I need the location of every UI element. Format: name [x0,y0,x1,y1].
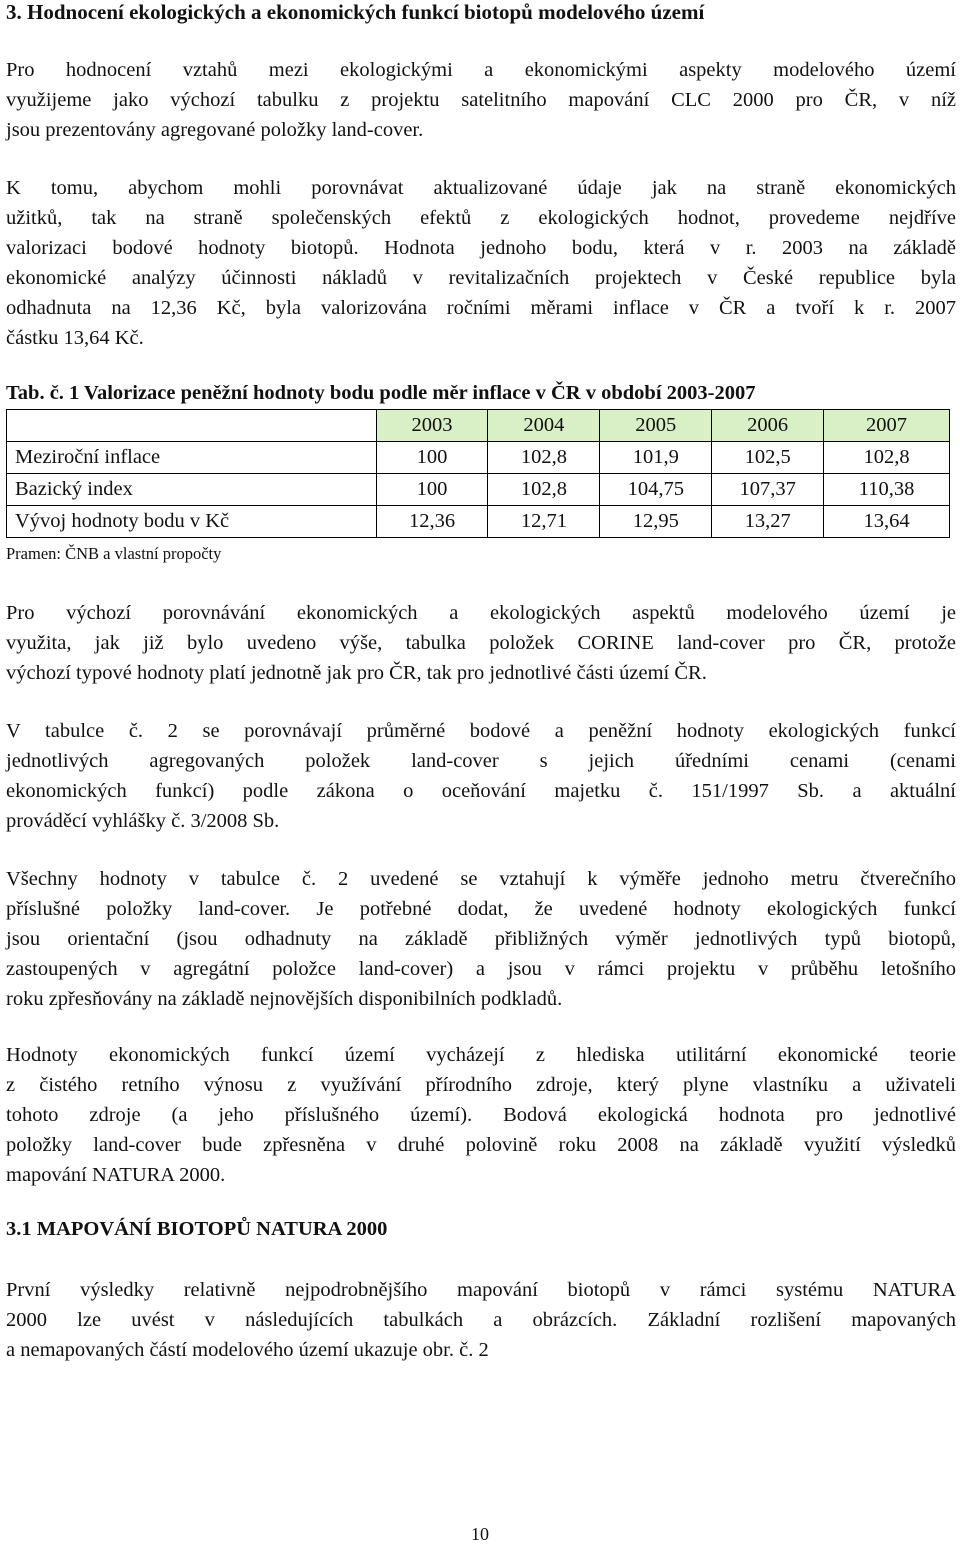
section-heading: 3. Hodnocení ekologických a ekonomických funkcí biotopů modelového území [6,0,705,24]
table-cell: 100 [376,442,488,474]
paragraph-line: využijeme jako výchozí tabulku z projektu satelitního mapování CLC 2000 pro ČR, v níž [6,89,956,111]
paragraph-line: tohoto zdroje (a jeho příslušného území). Bodová ekologická hodnota pro jednotlivé [6,1104,956,1126]
table-caption: Tab. č. 1 Valorizace peněžní hodnoty bodu podle měr inflace v ČR v období 2003-2007 [6,382,756,404]
paragraph-table2 [6,716,956,836]
paragraph-line: prováděcí vyhlášky č. 3/2008 Sb. [6,810,280,832]
table-cell: 12,95 [600,506,712,538]
table-cell: 102,5 [712,442,824,474]
paragraph-baseline [6,598,956,688]
subsection-heading: 3.1 MAPOVÁNÍ BIOTOPŮ NATURA 2000 [6,1218,388,1240]
paragraph-intro [6,55,956,145]
paragraph-line: 2000 lze uvést v následujících tabulkách a obrázcích. Základní rozlišení mapovaných [6,1309,956,1331]
table-row [7,442,950,474]
table-cell: 102,8 [488,442,600,474]
table-cell: 104,75 [600,474,712,506]
paragraph-line: Všechny hodnoty v tabulce č. 2 uvedené se vztahují k výměře jednoho metru čtverečního [6,868,956,890]
table-cell: 12,36 [376,506,488,538]
paragraph-line: příslušné položky land-cover. Je potřebné dodat, že uvedené hodnoty ekologických funkcí [6,898,956,920]
paragraph-line: užitků, tak na straně společenských efektů z ekologických hodnot, provedeme nejdříve [6,207,956,229]
paragraph-line: jsou prezentovány agregované položky land-cover. [6,119,424,141]
paragraph-line: Pro výchozí porovnávání ekonomických a ekologických aspektů modelového území je [6,602,956,624]
table-cell: 12,71 [488,506,600,538]
paragraph-values [6,864,956,1014]
table-header-cell: 2007 [824,410,950,442]
table-cell: 107,37 [712,474,824,506]
table-cell: 13,27 [712,506,824,538]
table-row-label: Vývoj hodnoty bodu v Kč [7,506,377,538]
table-corner-cell [7,410,377,442]
table-source-note: Pramen: ČNB a vlastní propočty [6,544,222,563]
paragraph-line: položky land-cover bude zpřesněna v druhé polovině roku 2008 na základě využití výsledků [6,1134,956,1156]
paragraph-line: jednotlivých agregovaných položek land-cover s jejich úředními cenami (cenami [6,750,956,772]
paragraph-line: jsou orientační (jsou odhadnuty na základě přibližných výměr jednotlivých typů biotopů, [6,928,956,950]
paragraph-line: valorizaci bodové hodnoty biotopů. Hodnota jednoho bodu, která v r. 2003 na základě [6,237,956,259]
table-header-cell: 2004 [488,410,600,442]
paragraph-natura [6,1275,956,1365]
table-header-cell: 2003 [376,410,488,442]
paragraph-line: K tomu, abychom mohli porovnávat aktualizované údaje jak na straně ekonomických [6,177,956,199]
table-cell: 102,8 [488,474,600,506]
table-cell: 13,64 [824,506,950,538]
paragraph-line: a nemapovaných částí modelového území ukazuje obr. č. 2 [6,1339,489,1361]
table-row-label: Meziroční inflace [7,442,377,474]
page-number: 10 [471,1524,489,1544]
table-cell: 110,38 [824,474,950,506]
paragraph-line: částku 13,64 Kč. [6,327,144,349]
table-cell: 101,9 [600,442,712,474]
paragraph-line: výchozí typové hodnoty platí jednotně jak pro ČR, tak pro jednotlivé části území ČR. [6,662,707,684]
paragraph-line: z čistého retního výnosu z využívání přírodního zdroje, který plyne vlastníku a uživateli [6,1074,956,1096]
table-header-cell: 2005 [600,410,712,442]
table-header-row [7,410,950,442]
table-header-cell: 2006 [712,410,824,442]
valorization-table [6,409,950,538]
paragraph-valorization [6,173,956,353]
paragraph-line: využita, jak již bylo uvedeno výše, tabulka položek CORINE land-cover pro ČR, protože [6,632,956,654]
paragraph-line: roku zpřesňovány na základě nejnovějších disponibilních podkladů. [6,988,563,1010]
paragraph-line: Pro hodnocení vztahů mezi ekologickými a ekonomickými aspekty modelového území [6,59,956,81]
table-row-label: Bazický index [7,474,377,506]
paragraph-line: V tabulce č. 2 se porovnávají průměrné bodové a peněžní hodnoty ekologických funkcí [6,720,956,742]
paragraph-line: zastoupených v agregátní položce land-cover) a jsou v rámci projektu v průběhu letošního [6,958,956,980]
table-cell: 102,8 [824,442,950,474]
table-row [7,506,950,538]
paragraph-line: ekonomické analýzy účinnosti nákladů v revitalizačních projektech v České republice byla [6,267,956,289]
paragraph-line: odhadnuta na 12,36 Kč, byla valorizována ročními měrami inflace v ČR a tvoří k r. 2007 [6,297,956,319]
table-row [7,474,950,506]
table-cell: 100 [376,474,488,506]
paragraph-line: Hodnoty ekonomických funkcí území vycházejí z hlediska utilitární ekonomické teorie [6,1044,956,1066]
paragraph-line: První výsledky relativně nejpodrobnějšího mapování biotopů v rámci systému NATURA [6,1279,956,1301]
paragraph-line: ekonomických funkcí) podle zákona o oceňování majetku č. 151/1997 Sb. a aktuální [6,780,956,802]
paragraph-line: mapování NATURA 2000. [6,1164,226,1186]
paragraph-economic-functions [6,1040,956,1190]
